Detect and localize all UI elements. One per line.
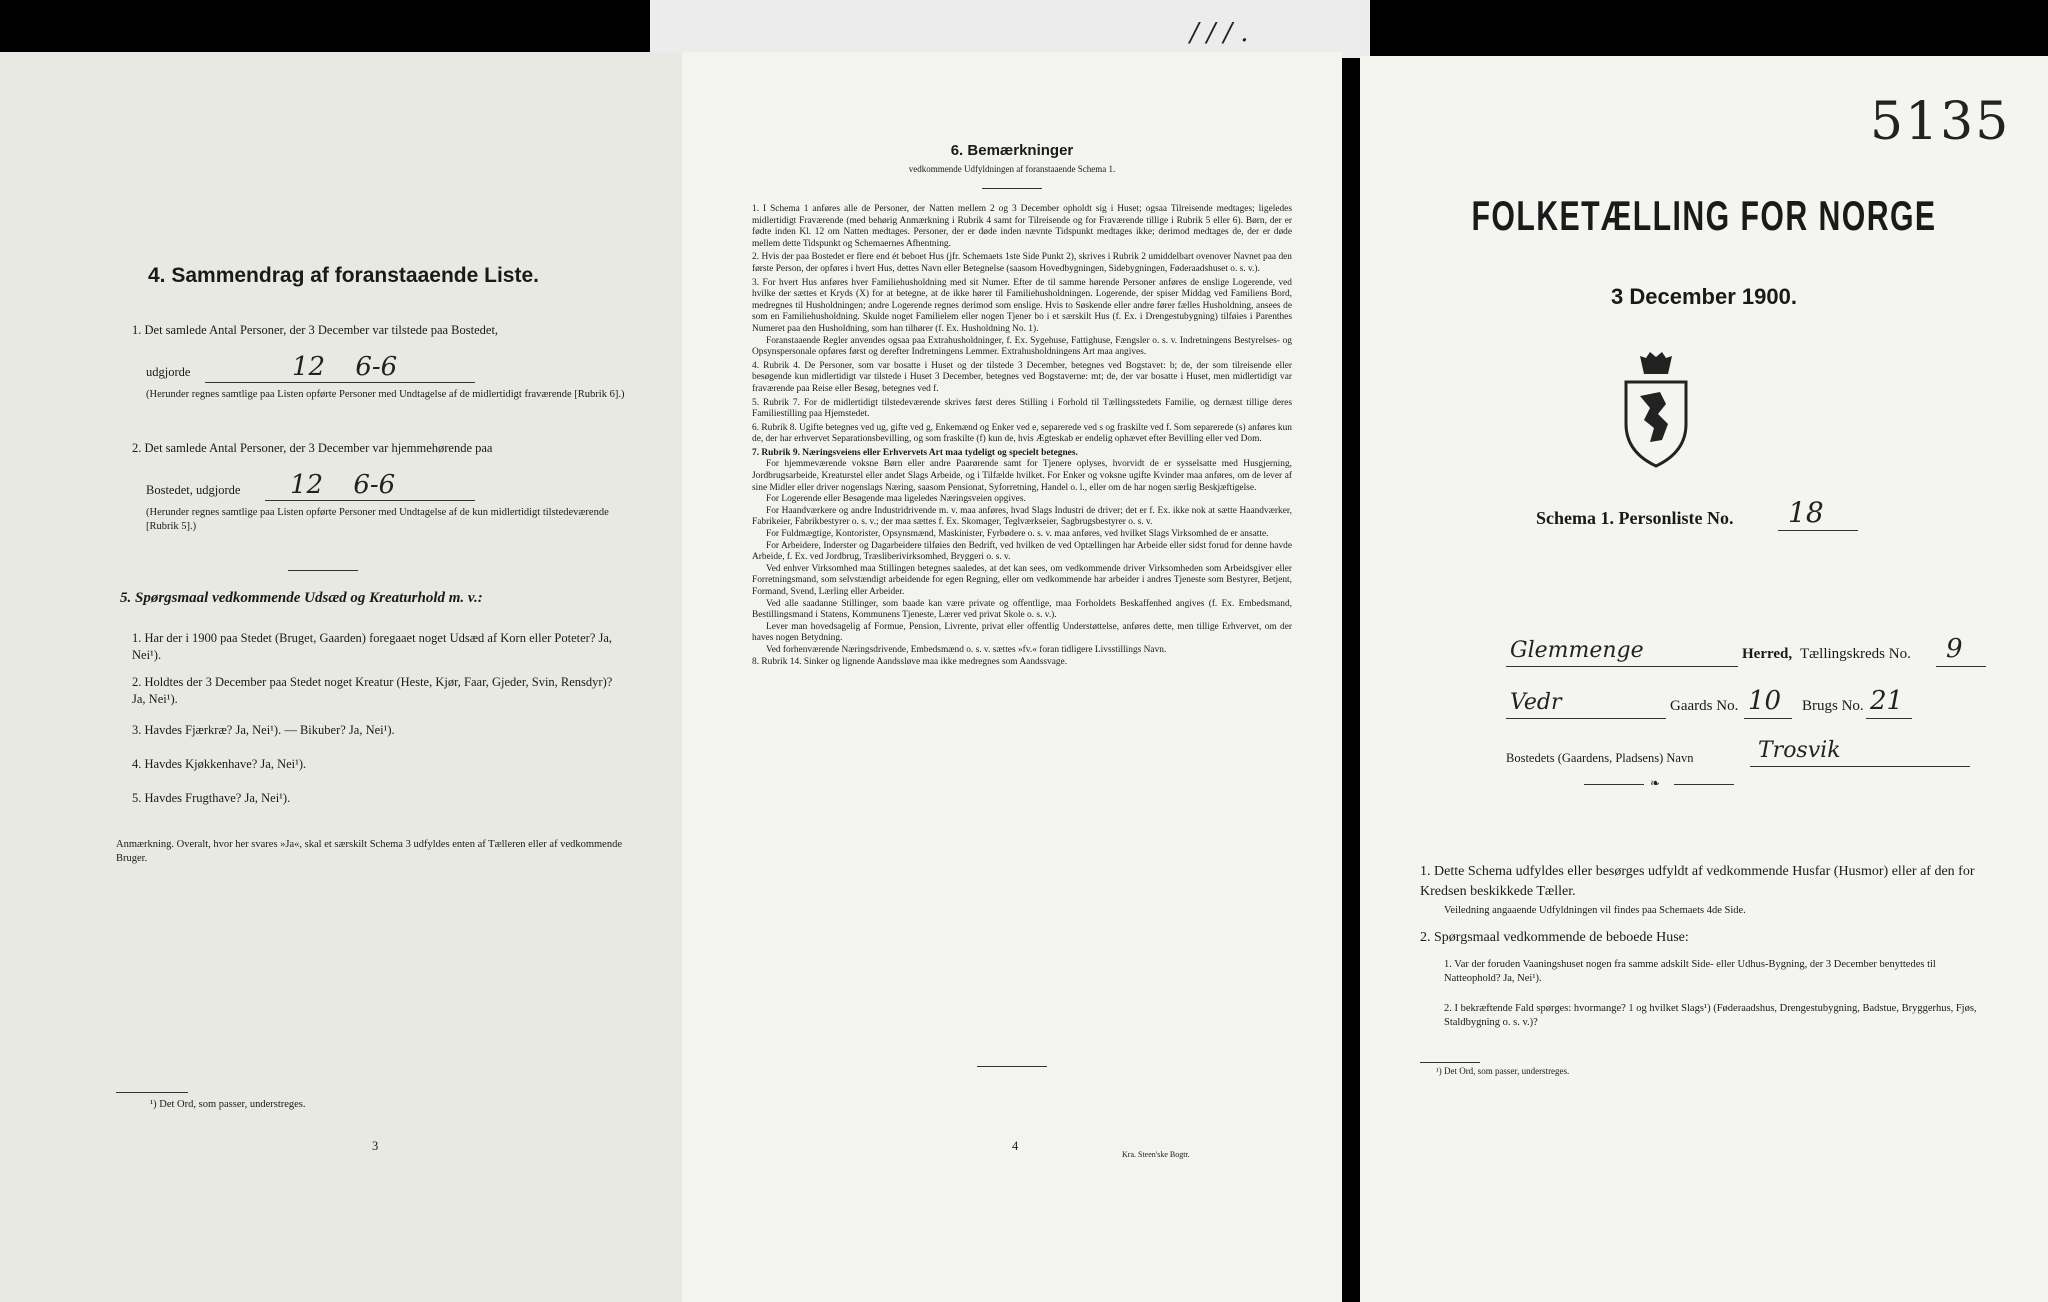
remark-item: 7. Rubrik 9. Næringsveiens eller Erhvervets Art maa tydeligt og specielt betegnes. (752, 447, 1078, 458)
section4-title: 4. Sammendrag af foranstaaende Liste. (148, 264, 539, 287)
herred-label: Herred, (1742, 646, 1793, 662)
item2-value: 12 6-6 (290, 470, 396, 500)
remarks-list (752, 204, 1292, 668)
bosted-value: Trosvik (1758, 738, 1841, 763)
remark-item: Foranstaaende Regler anvendes ogsaa paa Extrahusholdninger, f. Ex. Sygehuse, Fattighuse, Fængsler o. s. v. Indretningens Bestyrelses- og Opsynspersonale opføres først og derefter Indretningens Lemmer. Extrahusholdningens Art maa angives. (752, 335, 1292, 358)
instruction-2: 2. Spørgsmaal vedkommende de beboede Huse: (1420, 930, 1689, 945)
page-number: 4 (1012, 1139, 1019, 1153)
remark-item: 4. Rubrik 4. De Personer, som var bosatte i Huset og der tilstede 3 December, betegnes ved Bogstavet: b; de, der som tilreisende eller besøgende kun midlertidigt var tilstede i Huset 3 December, betegnes ved Bogstaverne: mt; de, der var bosatte i Huset, men midlertidigt var fraværende paa Reise eller Besøg, betegnes ved f. (752, 360, 1292, 394)
question-2: 2. Holdtes der 3 December paa Stedet noget Kreatur (Heste, Kjør, Faar, Gjeder, Svin, Rensdyr)? Ja, Nei¹). (132, 675, 613, 706)
herred-value: Glemmenge (1510, 638, 1644, 663)
footnote: ¹) Det Ord, som passer, understreges. (1436, 1066, 1570, 1076)
remark-item: For Fuldmægtige, Kontorister, Opsynsmænd, Maskinister, Fyrbødere o. s. v. maa anføres, ved hvilket Slags Virksomhed de er ansatte. (766, 529, 1269, 540)
strip-handwriting: ///. (1190, 18, 1257, 48)
instruction-1-note: Veiledning angaaende Udfyldningen vil findes paa Schemaets 4de Side. (1444, 905, 1746, 916)
remark-item: For Logerende eller Besøgende maa ligeledes Næringsveien opgives. (766, 494, 1026, 505)
gaards-label: Gaards No. (1670, 698, 1739, 714)
remark-item: 1. I Schema 1 anføres alle de Personer, der Natten mellem 2 og 3 December opholdt sig i Huset; ogsaa Tilreisende medtages; ligeledes midlertidigt Fraværende (med behørig Anmærkning i Rubrik 4 samt for Tilreisende og for Fraværende tillige i Rubrik 5 eller 6). Børn, der er fødte inden Kl. 12 om Natten medtages. Personer, der er døde inden nævnte Tidspunkt medtages ikke; derimod medtages de, der er døde mellem dette Tidspunkt og Schemaernes Afhentning. (752, 204, 1292, 249)
question-4: 4. Havdes Kjøkkenhave? Ja, Nei¹). (132, 757, 307, 771)
remarks-title: 6. Bemærkninger (950, 142, 1074, 159)
remark-item: 3. For hvert Hus anføres hver Familiehusholdning med sit Numer. Efter de til samme hørende Personer anføres de enslige Logerende, ved hvilke der sættes et Kryds (X) for at betegne, at de ikke hører til Familiehusholdningen. Logerende, der spiser Middag ved Familiens Bord, medregnes til Husholdningen; andre Logerende regnes derimod som enslige. Hvis to Søskende eller andre fører fælles Husholdning, ansees de som en Familiehusholdning. Skulde noget Familielem eller nogen Tjener bo i et særskilt Hus (f. Ex. i Drengestubygning) tilføies i Parenthes Numeret paa den Husholdning, som han tilhører (f. Ex. Husholdning No. 1). (752, 277, 1292, 334)
question-3: 3. Havdes Fjærkræ? Ja, Nei¹). — Bikuber? Ja, Nei¹). (132, 723, 395, 737)
printer-credit: Kra. Steen'ske Bogtr. (1122, 1150, 1190, 1159)
item1-line: 1. Det samlede Antal Personer, der 3 December var tilstede paa Bostedet, (132, 323, 499, 337)
remark-item: Ved forhenværende Næringsdrivende, Embedsmænd o. s. v. sættes »fv.« foran tidligere Livsstillings Navn. (766, 644, 1167, 655)
bosted-label: Bostedets (Gaardens, Pladsens) Navn (1506, 751, 1694, 765)
remark: Anmærkning. Overalt, hvor her svares »Ja«, skal et særskilt Schema 3 udfyldes enten af Tælleren eller af vedkommende Bruger. (116, 839, 623, 864)
instruction-2-q2: 2. I bekræftende Fald spørges: hvormange? 1 og hvilket Slags¹) (Føderaadshus, Drengestubygning, Badstue, Bryggerhus, Fjøs, Staldbygning o. s. v.)? (1444, 1003, 1977, 1028)
schema-number: 18 (1788, 496, 1824, 529)
krets-label: Tællingskreds No. (1800, 646, 1911, 662)
footnote: ¹) Det Ord, som passer, understreges. (150, 1099, 306, 1110)
remark-item: 6. Rubrik 8. Ugifte betegnes ved ug, gifte ved g, Enkemænd og Enker ved e, separerede ved s og fraskilte ved f. Som separerede (s) anføres kun de, der har erhvervet Separationsbevilling, og som fraskilte (f) kun de, hvis Ægteskab er endelig ophævet efter Bevilling eller ved Dom. (752, 422, 1292, 445)
top-paper-strip (650, 0, 1370, 58)
item1-label: udgjorde (146, 365, 191, 379)
schema-label: Schema 1. Personliste No. (1536, 508, 1734, 528)
remark-item: Ved enhver Virksomhed maa Stillingen betegnes saaledes, at det kan sees, om vedkommende driver Virksomheden som Arbeidsgiver eller Forretningsmand, som selvstændigt arbeidende for egen Regning, eller om vedkommende har arbeider i andres Tjeneste som Bestyrer, Betjent, Formand, Svend, Lærling eller Arbeider. (752, 563, 1292, 597)
remark-item: Ved alle saadanne Stillinger, som baade kan være private og offentlige, maa Forholdets Beskaffenhed angives (f. Ex. Embedsmand, Bestillingsmand i Statens, Kommunens Tjeneste, Lærer ved privat Skole o. s. v.). (752, 598, 1292, 621)
remarks-subtitle: vedkommende Udfyldningen af foranstaaende Schema 1. (908, 164, 1116, 174)
right-page (1360, 56, 2048, 1302)
brugs-value: 21 (1870, 686, 1904, 716)
page-number: 3 (372, 1139, 379, 1153)
section5-title: 5. Spørgsmaal vedkommende Udsæd og Kreaturhold m. v.: (120, 590, 483, 606)
coat-of-arms-icon (1616, 352, 1696, 468)
question-5: 5. Havdes Frugthave? Ja, Nei¹). (132, 791, 291, 805)
remark-item: For hjemmeværende voksne Børn eller andre Paarørende samt for Tjenere oplyses, hvorvidt de er sysselsatte med Husgjerning, Jordbrugsarbeide, Kreaturstel eller andet Slags Arbeide, og i Tilfælde hvilket. For Enker og voksne ugifte Kvinder maa anføres, om de lever af sine Midler eller driver nogenslags Næring, saasom Pensionat, Syforretning, Handel o. l., eller om de har nogen særlig Beskjæftigelse. (752, 459, 1292, 493)
item2-line: 2. Det samlede Antal Personer, der 3 December var hjemmehørende paa (132, 441, 493, 455)
form-title: FOLKETÆLLING FOR NORGE (1471, 192, 1937, 239)
remark-item: Lever man hovedsagelig af Formue, Pension, Livrente, privat eller offentlig Understøttelse, anføres dette, men tillige Erhvervet, om der haves nogen Betydning. (752, 621, 1292, 644)
brugs-label: Brugs No. (1802, 698, 1864, 714)
remark-item: For Haandværkere og andre Industridrivende m. v. maa anføres, hvad Slags Industri de driver; det er f. Ex. ikke nok at sætte Haandværker, Fabrikeier, Fabrikbestyrer o. s. v.; der maa sættes f. Ex. Skomager, Teglværkseier, Sagbrugsbestyrer o. s. v. (752, 505, 1292, 528)
remark-item: 8. Rubrik 14. Sinker og lignende Aandssløve maa ikke medregnes som Aandssvage. (752, 656, 1068, 667)
item2-note: (Herunder regnes samtlige paa Listen opførte Personer med Undtagelse af de kun midlertidigt tilstedeværende [Rubrik 5].) (146, 507, 609, 532)
gaard-name: Vedr (1510, 690, 1562, 715)
stamp-number: 5135 (1870, 92, 2011, 152)
ornament-divider: ❧ (1584, 778, 1734, 790)
instruction-1: 1. Dette Schema udfyldes eller besørges udfyldt af vedkommende Husfar (Husmor) eller af den for Kredsen beskikkede Tæller. (1420, 864, 1975, 899)
remark-item: 5. Rubrik 7. For de midlertidigt tilstedeværende skrives først deres Stilling i Forhold til Tællingsstedets Familie, og dernæst tillige deres Familiestilling paa Hjemstedet. (752, 397, 1292, 420)
item1-note: (Herunder regnes samtlige paa Listen opførte Personer med Undtagelse af de midlertidigt fraværende [Rubrik 6].) (146, 389, 625, 400)
item1-value: 12 6-6 (292, 352, 398, 382)
gaards-value: 10 (1748, 686, 1782, 716)
item2-label: Bostedet, udgjorde (146, 483, 241, 497)
census-date: 3 December 1900. (1611, 284, 1797, 309)
krets-value: 9 (1946, 634, 1963, 664)
middle-page (682, 52, 1342, 1302)
left-page (0, 52, 685, 1302)
remark-item: 2. Hvis der paa Bostedet er flere end ét beboet Hus (jfr. Schemaets 1ste Side Punkt 2), skrives i Rubrik 2 umiddelbart ovenover Navnet paa den første Person, der opføres i hvert Hus, dettes Navn eller Betegnelse (saasom Hovedbygningen, Sidebygningen, Føderaadshuset o. s. v.). (752, 252, 1292, 274)
question-1: 1. Har der i 1900 paa Stedet (Bruget, Gaarden) foregaaet noget Udsæd af Korn eller Poteter? Ja, Nei¹). (132, 631, 613, 662)
remark-item: For Arbeidere, Inderster og Dagarbeidere tilføies den Bedrift, ved hvilken de ved Optællingen har Arbeide eller sidst forud for denne havde Arbeide, f. Ex. ved Jordbrug, Træsliberivirksomhed, Bryggeri o. s. v. (752, 540, 1292, 563)
instruction-2-q1: 1. Var der foruden Vaaningshuset nogen fra samme adskilt Side- eller Udhus-Bygning, der 3 December benyttedes til Natteophold? Ja, Nei¹). (1444, 959, 1936, 984)
